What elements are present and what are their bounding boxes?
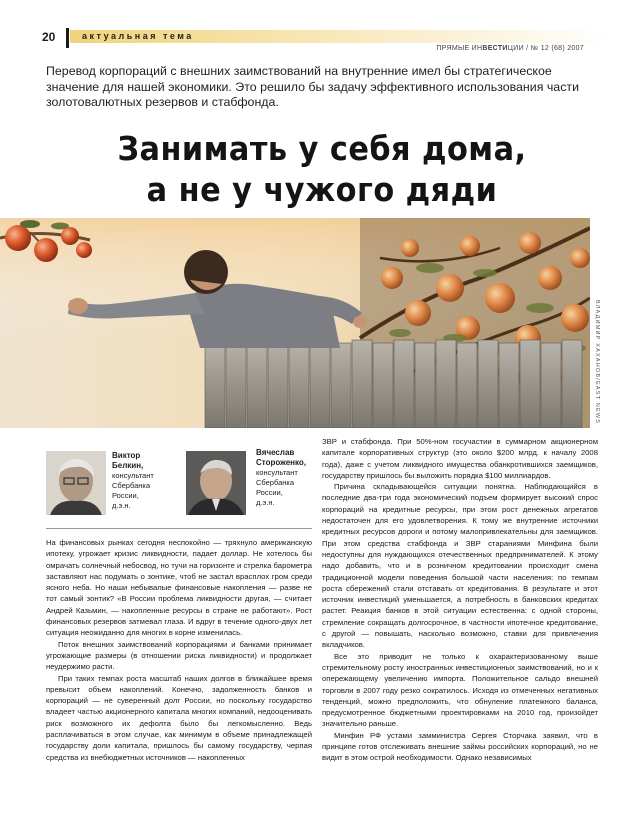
article-column-right <box>322 436 598 764</box>
paragraph: При таких темпах роста масштаб наших долгов в ближайшее время превысит объем накоплений. Конечно, задолженность банков и корпораций — не суверенный долг России, но поскольку государство владеет частью акционерного капитала многих компаний, недооценивать риск возможного их дефолта было бы легкомысленно. Ведь расплачиваться в этом случае, как минимум в объеме принадлежащей государству доли капитала, пришлось бы самому государству, черпая средства из внебюджетных источников — накопленных <box>46 673 312 762</box>
page-number: 20 <box>42 30 56 44</box>
issue-line <box>436 45 584 52</box>
author-portrait-belkin <box>46 451 106 515</box>
issue-prefix: ПРЯМЫЕ ИН <box>436 45 483 52</box>
article-column-left <box>46 537 312 763</box>
issue-suffix: ЦИИ / № 12 (68) 2007 <box>507 45 584 52</box>
hero-svg <box>0 218 590 428</box>
paragraph: На финансовых рынках сегодня неспокойно — тряхнуло американскую ипотеку, угрожает кризис ликвидности, падает доллар. Не хотелось бы омрачать солнечный небосвод, но тучи на горизонте и стрелка барометра заставляют нас подумать о зонтике, чтоб не застал врасплох гром среди ясного неба. Но наши небывалые финансовые накопления — разве не тот самый зонтик? «В России проблема ликвидности другая, — считает Андрей Казьмин, — накопленные ресурсы в стране не работают». Рост финансовых резервов затмевал глаза. И вдруг в течение одного-двух лет ситуация неожиданно для многих в корне изменилась. <box>46 538 312 638</box>
headline-line-1: Занимать у себя дома, <box>117 129 527 168</box>
paragraph: Поток внешних заимствований корпорациями и банками принимает угрожающие размеры (в отношении риска ликвидности) и продолжает неудержимо расти. <box>46 639 312 672</box>
paragraph: Все это приводит не только к охарактеризованному выше стремительному росту иностранных инвестиционных заимствований, но и к опережающему увеличению импорта. Положительное сальдо внешней торговли в 2007 году резко сократилось. Исходя из отмеченных негативных тенденций, можно предположить, что обнуление платежного баланса, предусмотренное бюджетными проектировками на 2010 год, произойдет значительно раньше. <box>322 651 598 729</box>
paragraph: Минфин РФ устами замминистра Сергея Сторчака заявил, что в принципе готов отслеживать внешние займы российских корпораций, но не видит в этом острой необходимости. Однако независимых <box>322 730 598 763</box>
header-rule <box>66 28 69 48</box>
paragraph: Причина складывающейся ситуации понятна. Наблюдающийся в последние два-три года экономический подъем формирует высокий спрос корпораций на кредитные ресурсы, при этом рост денежных агрегатов недостаточен для его удовлетворения. К тому же внутренние источники кредитных ресурсов дороги и потому малопривлекательны для заемщиков. При этом средства стабфонда и ЗВР стараниями Минфина были недоступны для нуждающихся отечественных предпринимателей. К этому надо добавить, что и в розничном кредитовании происходит смена традиционной модели поведения большой части населения: по темпам роста сбережений стали отставать от кредитования. В результате и этот источник инвестиций уменьшается, а потребность в банковских кредитах растет. Реакция банков в этой ситуации естественна: с одной стороны, стремление сокращать долгосрочное, в частности ипотечное кредитование, с другой — повышать, насколько возможно, ставки для привлечения вкладчиков. <box>322 482 598 650</box>
section-label: актуальная тема <box>82 31 194 41</box>
paragraph: ЗВР и стабфонда. При 50%-ном госучастии в суммарном акционерном капитале корпоративных структур (это около $200 млрд. к началу 2008 года), даже с учетом ликвидного имущества обанкротившихся заемщиков, государству пришлось бы выложить порядка $100 миллиардов. <box>322 437 598 480</box>
column-divider <box>46 528 312 529</box>
headline <box>26 128 618 210</box>
hero-illustration <box>0 218 590 428</box>
author-belkin: Виктор Белкин, консультант Сбербанка России, д.э.н. <box>112 451 154 510</box>
headline-line-2: а не у чужого дяди <box>146 170 498 209</box>
author-portrait-storozhenko <box>186 451 246 515</box>
author-storozhenko: Вячеслав Стороженко, консультант Сбербанка России, д.э.н. <box>256 448 306 507</box>
issue-brand: ВЕСТИ <box>482 45 508 52</box>
photo-credit: ВЛАДИМИР ХАХАНОВ/EAST NEWS <box>594 300 600 425</box>
lead-paragraph: Перевод корпораций с внешних заимствований на внутренние имел бы стратегическое значение для нашей экономики. Это решило бы задачу эффективного использования части золотовалютных резервов и стабфонда. <box>46 64 579 109</box>
